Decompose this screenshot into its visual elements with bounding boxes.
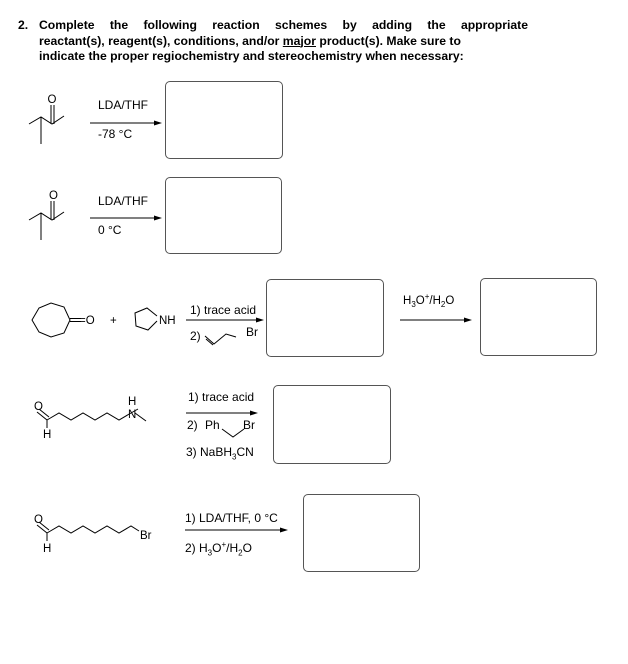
reaction-3-allyl-group — [205, 334, 236, 345]
reaction-3-pyrrolidine — [135, 308, 176, 330]
reaction-4-amine-nitrogen: N — [128, 409, 137, 421]
reaction-4-reactant-structure — [34, 396, 146, 441]
reaction-5-step-2-sub-2: 2 — [238, 548, 243, 558]
reaction-3-step-2-bromide: Br — [246, 325, 258, 339]
reaction-4-arrow — [186, 411, 258, 416]
reaction-4-step-3-subscript: 3 — [232, 452, 237, 462]
reaction-4-step-2-phenyl: Ph — [205, 418, 220, 432]
question-number: 2. — [18, 18, 29, 32]
underlined-major: major — [282, 33, 316, 48]
reaction-1-condition: -78 °C — [98, 127, 133, 141]
reaction-3-product-box[interactable] — [480, 278, 597, 356]
reaction-2-reactant-structure — [29, 190, 64, 240]
reaction-5-arrow — [185, 528, 288, 533]
svg-text:H3O+/H2O — [403, 292, 454, 309]
reaction-4-aldehyde-oxygen: O — [34, 401, 43, 413]
reaction-5-reactant-structure — [34, 514, 152, 555]
reaction-5-step-2-plus: + — [221, 540, 227, 549]
reaction-3-ketone-oxygen: =O — [79, 315, 95, 327]
reaction-5-step-2-water-h: /H — [226, 541, 239, 555]
hydronium-h: H — [403, 295, 412, 307]
reaction-4-amine-hydrogen: H — [128, 396, 137, 408]
reaction-3-amine-nh: NH — [159, 315, 176, 327]
reaction-3-arrow-2-reagent — [403, 292, 454, 309]
reaction-5-bromide: Br — [140, 530, 152, 542]
reaction-4-product-box[interactable] — [273, 385, 391, 464]
reaction-5-product-box[interactable] — [303, 494, 420, 572]
reaction-5-step-2-o: O — [212, 541, 222, 555]
hydronium-o: O — [415, 295, 425, 307]
reaction-2-reagent: LDA/THF — [98, 194, 149, 208]
reaction-4-step-3 — [186, 445, 254, 464]
reaction-5-step-2-sub-3: 3 — [207, 548, 213, 558]
water-sub-2: 2 — [440, 300, 446, 309]
reaction-5-aldehyde-oxygen: O — [34, 514, 43, 526]
reaction-5-step-2-prefix: 2) H — [185, 541, 208, 555]
reaction-3-plus-sign: + — [110, 315, 117, 327]
reaction-2-condition: 0 °C — [98, 223, 122, 237]
reaction-5-step-1: 1) LDA/THF, 0 °C — [185, 511, 278, 525]
reaction-3-arrow-1 — [186, 318, 264, 323]
question-line-3: indicate the proper regiochemistry and stereochemistry when necessary: — [39, 49, 464, 63]
reaction-3-step-2-number: 2) — [190, 329, 201, 343]
hydronium-plus: + — [424, 292, 430, 301]
water-o: O — [445, 295, 455, 307]
reaction-5-step-2-water-o: O — [242, 541, 252, 555]
reaction-4-aldehyde-hydrogen: H — [43, 429, 52, 441]
reaction-3-cycloheptanone — [32, 303, 95, 337]
reaction-4-step-3-prefix: 3) NaBH — [186, 445, 233, 459]
reaction-1-product-box[interactable] — [165, 81, 283, 159]
reaction-1-reagent: LDA/THF — [98, 98, 149, 112]
reaction-1-reactant-structure — [29, 94, 64, 144]
question-line-2-start: reactant(s), reagent(s), conditions, and/or — [39, 33, 283, 48]
reaction-5-step-2 — [185, 538, 252, 560]
reaction-2-carbonyl-oxygen: O — [49, 190, 58, 202]
reaction-5-aldehyde-hydrogen: H — [43, 543, 52, 555]
reaction-4-step-3-suffix: CN — [236, 445, 254, 459]
question-line-2-end: product(s). Make sure to — [316, 33, 461, 48]
question-line-1: Complete the following reaction schemes by adding the appropriate — [39, 18, 528, 32]
water-h: /H — [429, 295, 441, 307]
reaction-2-product-box[interactable] — [165, 177, 282, 254]
reaction-3-step-1: 1) trace acid — [190, 303, 257, 317]
reaction-4-benzyl-bond — [222, 429, 244, 437]
reaction-4-step-2-bromide: Br — [243, 418, 255, 432]
reaction-3-arrow-2 — [400, 318, 472, 323]
reaction-1-arrow — [90, 121, 162, 126]
reaction-3-intermediate-box[interactable] — [266, 279, 384, 357]
hydronium-sub-3: 3 — [411, 300, 416, 309]
reaction-4-step-2-number: 2) — [187, 418, 198, 432]
reaction-1-carbonyl-oxygen: O — [47, 94, 57, 106]
reaction-4-step-1: 1) trace acid — [188, 390, 255, 404]
reaction-2-arrow — [90, 216, 162, 221]
